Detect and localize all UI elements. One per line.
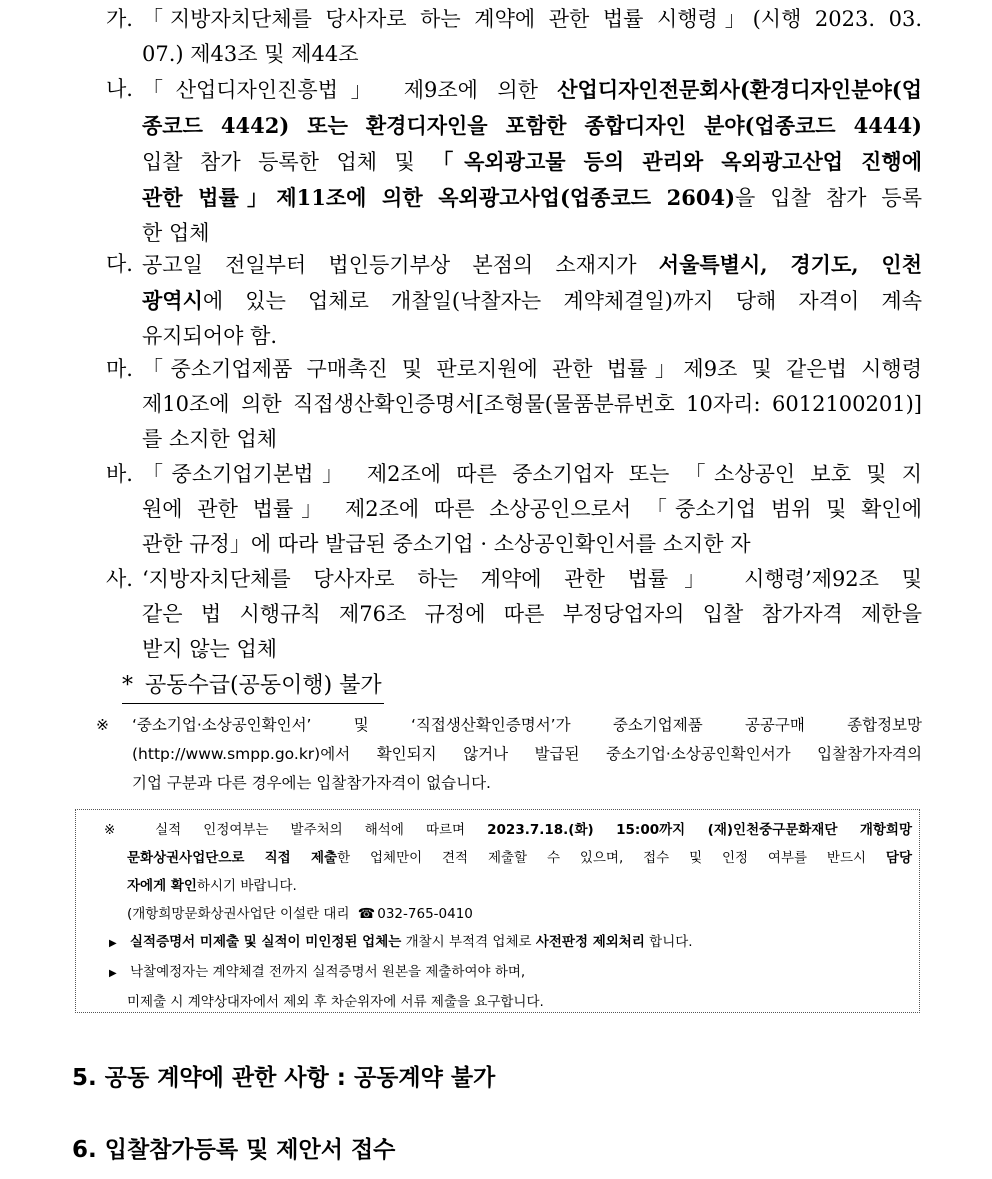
asterisk-marker: * <box>122 673 133 698</box>
box-bold-text: 2023.7.18.(화) 15:00까지 (재)인천중구문화재단 개항희망 <box>487 822 912 838</box>
item-bold-text: 종코드 4442) 또는 환경디자인을 포함한 종합디자인 분야(업종코드 4444) <box>142 113 922 138</box>
reference-mark: ※ <box>96 716 109 734</box>
joint-contract-note <box>122 669 384 704</box>
item-line: 한 업체 <box>142 221 210 245</box>
eligibility-item-ma <box>106 352 922 457</box>
note-line: (http://www.smpp.go.kr)에서 확인되지 않거나 발급된 중소기업·소상공인확인서가 입찰참가자격의 <box>132 745 922 763</box>
item-marker: 마. <box>106 357 133 381</box>
eligibility-item-da <box>106 247 922 354</box>
item-line: 관한 규정」에 따라 발급된 중소기업 · 소상공인확인서를 소지한 자 <box>142 532 751 556</box>
box-line <box>104 816 912 844</box>
item-line <box>106 247 922 283</box>
box-bold-text: 사전판정 제외처리 <box>535 934 645 950</box>
item-text: 입찰 참가 등록한 업체 및 <box>142 150 433 174</box>
triangle-bullet-icon: ▶ <box>109 968 117 979</box>
item-line: 07.) 제43조 및 제44조 <box>142 42 359 66</box>
item-line <box>106 144 922 180</box>
box-bold-text: 담당 <box>885 850 912 866</box>
box-line: 미제출 시 계약상대자에서 제외 후 차순위자에 서류 제출을 요구합니다. <box>127 994 544 1010</box>
item-line: 원에 관한 법률」 제2조에 따른 소상공인으로서 「중소기업 범위 및 확인에 <box>142 497 922 521</box>
box-text: ※ 실적 인정여부는 발주처의 해석에 따르며 <box>104 822 488 838</box>
box-bold-text: 문화상권사업단으로 직접 제출 <box>127 850 338 866</box>
item-text: 공고일 전일부터 법인등기부상 본점의 소재지가 <box>142 253 659 277</box>
box-text: 낙찰예정자는 계약체결 전까지 실적증명서 원본을 제출하여야 하며, <box>130 964 526 980</box>
item-line: 같은 법 시행규칙 제76조 규정에 따른 부정당업자의 입찰 참가자격 제한을 <box>142 602 922 626</box>
item-bold-text: 관한 법률」제11조에 의한 옥외광고사업(업종코드 2604) <box>142 185 736 210</box>
box-bold-text: 자에게 확인 <box>127 878 197 894</box>
item-text: 을 입찰 참가 등록 <box>735 186 922 210</box>
box-line <box>104 872 912 900</box>
item-bold-text: 서울특별시, 경기도, 인천 <box>658 252 922 277</box>
triangle-bullet-icon: ▶ <box>109 938 117 949</box>
bullet-line <box>104 928 912 958</box>
item-bold-text: 광역시 <box>142 288 203 313</box>
item-marker: 바. <box>106 462 133 486</box>
box-text: 합니다. <box>644 934 693 950</box>
box-bold-text: 실적증명서 미제출 및 실적이 미인정된 업체는 <box>130 934 402 950</box>
eligibility-item-sa <box>106 562 922 667</box>
item-bold-text: 산업디자인전문회사(환경디자인분야(업 <box>557 77 922 102</box>
item-bold-text: 「옥외광고물 등의 관리와 옥외광고산업 진행에 <box>432 149 922 174</box>
item-line <box>106 283 922 319</box>
bullet-line <box>104 958 912 988</box>
joint-contract-text: 공동수급(공동이행) 불가 <box>145 673 382 698</box>
item-text: 에 있는 업체로 개찰일(낙찰자는 계약체결일)까지 당해 자격이 계속 <box>202 289 922 313</box>
contact-line <box>104 900 912 928</box>
box-text: 하시기 바랍니다. <box>196 878 297 894</box>
eligibility-item-ba <box>106 457 922 562</box>
phone-icon: ☎ <box>357 906 376 922</box>
item-line: 「중소기업제품 구매촉진 및 판로지원에 관한 법률」제9조 및 같은법 시행령 <box>142 357 922 381</box>
section-heading-6: 6. 입찰참가등록 및 제안서 접수 <box>72 1137 396 1163</box>
box-text: 개찰시 부적격 업체로 <box>401 934 536 950</box>
certificate-note <box>96 711 922 798</box>
item-line: 를 소지한 업체 <box>142 427 278 451</box>
item-line <box>106 108 922 144</box>
performance-paragraph <box>104 816 912 1016</box>
item-text: 「산업디자인진흥법」 제9조에 의한 <box>142 78 558 102</box>
box-line <box>104 844 912 872</box>
contact-number: 032-765-0410 <box>377 906 473 922</box>
item-marker: 사. <box>106 567 133 591</box>
eligibility-item-ga <box>106 2 922 72</box>
item-line <box>106 180 922 216</box>
item-line: 「중소기업기본법」 제2조에 따른 중소기업자 또는 「소상공인 보호 및 지 <box>142 462 922 486</box>
section-heading-5: 5. 공동 계약에 관한 사항 : 공동계약 불가 <box>72 1065 496 1091</box>
item-line: ‘지방자치단체를 당사자로 하는 계약에 관한 법률」 시행령’제92조 및 <box>142 567 922 591</box>
eligibility-item-na <box>106 72 922 251</box>
item-line <box>106 72 922 108</box>
item-marker: 다. <box>106 252 133 276</box>
box-text: 한 업체만이 견적 제출할 수 있으며, 접수 및 인정 여부를 반드시 <box>337 850 886 866</box>
item-marker: 나. <box>106 77 133 101</box>
performance-notice-box <box>75 809 920 1013</box>
item-line: 제10조에 의한 직접생산확인증명서[조형물(물품분류번호 10자리: 6012100201)] <box>142 392 922 416</box>
note-line: ‘중소기업·소상공인확인서’ 및 ‘직접생산확인증명서’가 중소기업제품 공공구매 종합정보망 <box>132 716 922 734</box>
item-line: 유지되어야 함. <box>142 324 278 348</box>
item-line: 받지 않는 업체 <box>142 637 278 661</box>
item-line: 「지방자치단체를 당사자로 하는 계약에 관한 법률 시행령」(시행 2023. 03. <box>142 7 922 31</box>
item-marker: 가. <box>106 7 133 31</box>
contact-prefix: (개항희망문화상권사업단 이설란 대리 <box>127 906 354 922</box>
note-line: 기업 구분과 다른 경우에는 입찰참가자격이 없습니다. <box>132 774 491 792</box>
